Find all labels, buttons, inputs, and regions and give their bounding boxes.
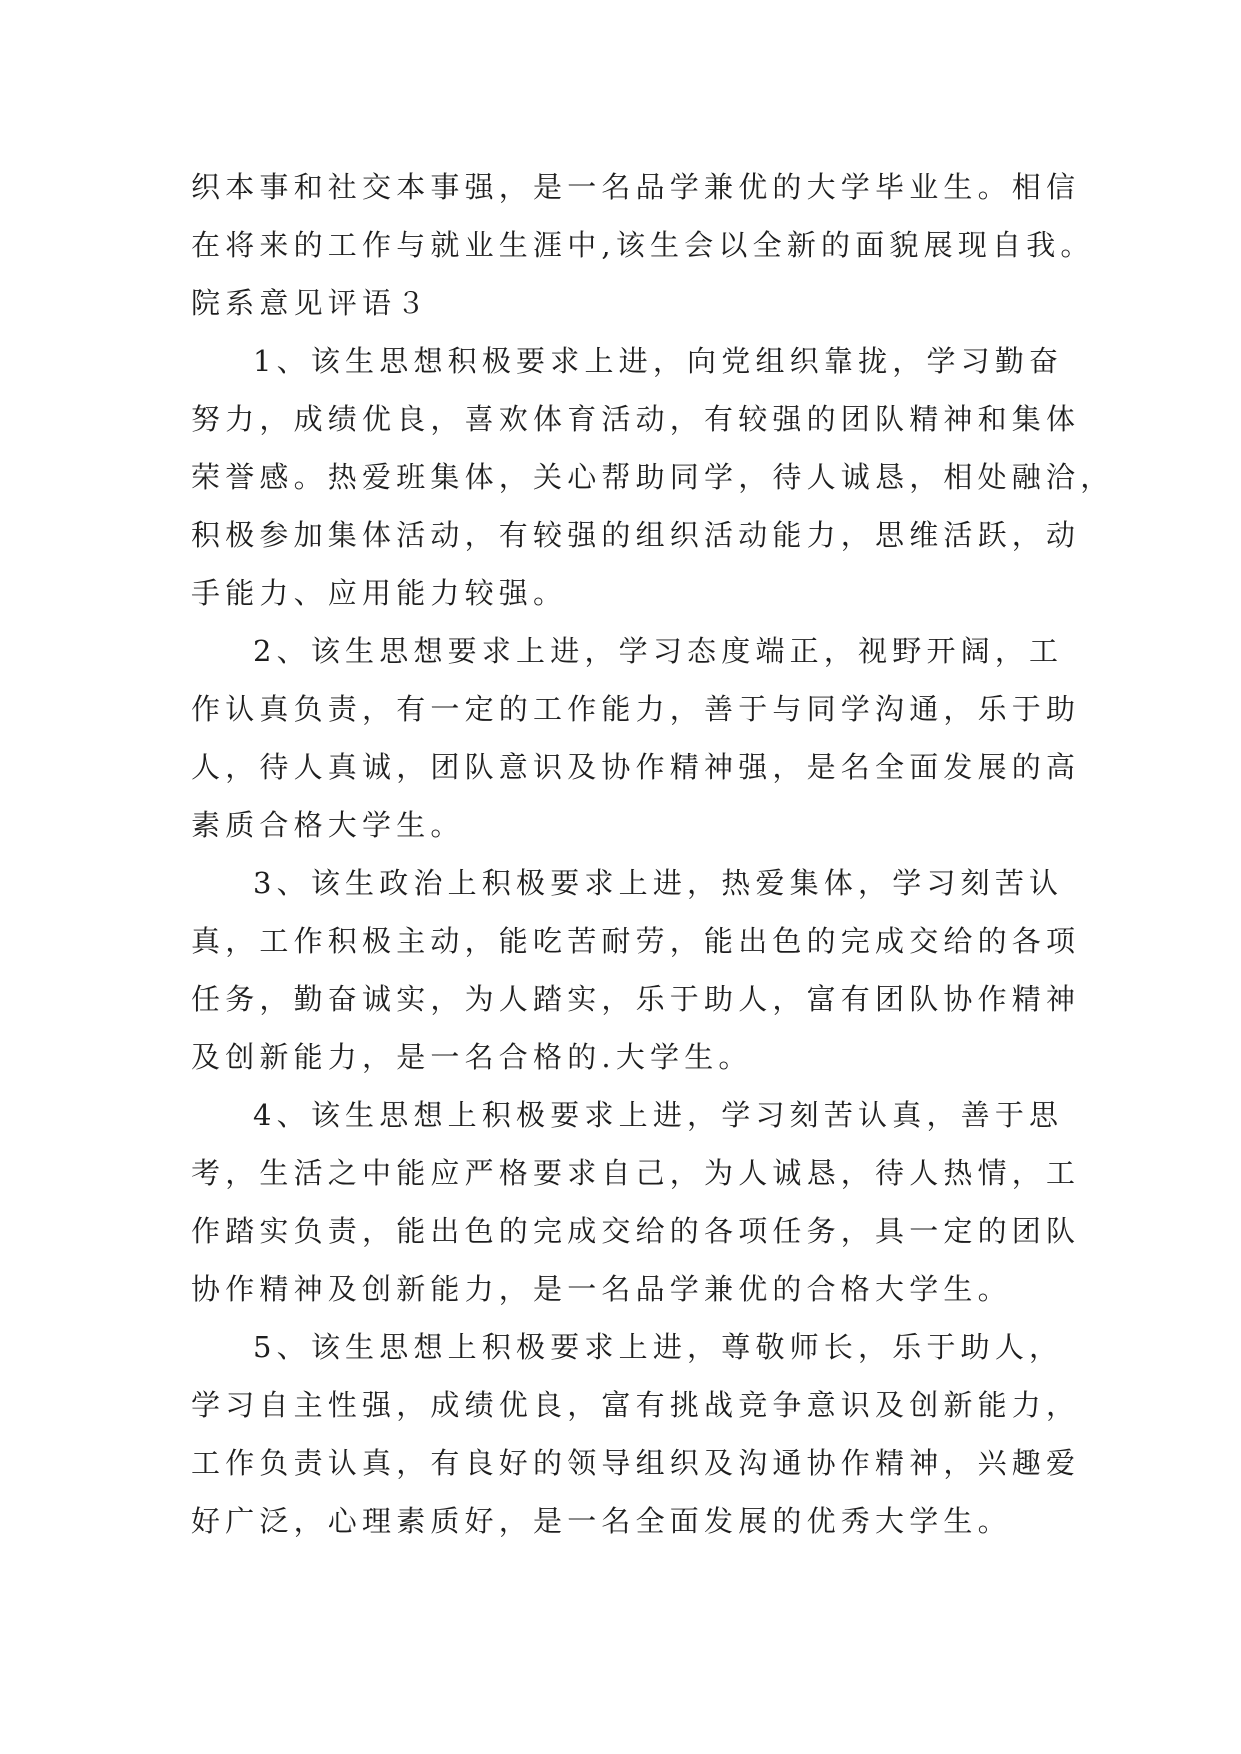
paragraph-line: 学习自主性强，成绩优良，富有挑战竞争意识及创新能力，	[191, 1388, 1081, 1422]
continuation-line: 在将来的工作与就业生涯中,该生会以全新的面貌展现自我。	[191, 228, 1095, 262]
paragraph-line: 任务，勤奋诚实，为人踏实，乐于助人，富有团队协作精神	[191, 982, 1081, 1016]
paragraph-line: 1、该生思想积极要求上进，向党组织靠拢，学习勤奋	[253, 344, 1064, 378]
paragraph-line: 素质合格大学生。	[191, 808, 465, 842]
paragraph-line: 4、该生思想上积极要求上进，学习刻苦认真，善于思	[253, 1098, 1064, 1132]
paragraph-line: 协作精神及创新能力，是一名品学兼优的合格大学生。	[191, 1272, 1012, 1306]
paragraph-line: 荣誉感。热爱班集体，关心帮助同学，待人诚恳，相处融洽，	[191, 460, 1115, 494]
paragraph-line: 考，生活之中能应严格要求自己，为人诚恳，待人热情，工	[191, 1156, 1081, 1190]
paragraph-line: 积极参加集体活动，有较强的组织活动能力，思维活跃，动	[191, 518, 1081, 552]
continuation-line: 织本事和社交本事强，是一名品学兼优的大学毕业生。相信	[191, 170, 1081, 204]
paragraph-line: 作认真负责，有一定的工作能力，善于与同学沟通，乐于助	[191, 692, 1081, 726]
paragraph-line: 人，待人真诚，团队意识及协作精神强，是名全面发展的高	[191, 750, 1081, 784]
paragraph-line: 作踏实负责，能出色的完成交给的各项任务，具一定的团队	[191, 1214, 1081, 1248]
paragraph-line: 5、该生思想上积极要求上进，尊敬师长，乐于助人，	[253, 1330, 1064, 1364]
section-title: 院系意见评语３	[191, 286, 431, 320]
paragraph-line: 真，工作积极主动，能吃苦耐劳，能出色的完成交给的各项	[191, 924, 1081, 958]
paragraph-line: 工作负责认真，有良好的领导组织及沟通协作精神，兴趣爱	[191, 1446, 1081, 1480]
paragraph-line: 好广泛，心理素质好，是一名全面发展的优秀大学生。	[191, 1504, 1012, 1538]
paragraph-line: 努力，成绩优良，喜欢体育活动，有较强的团队精神和集体	[191, 402, 1081, 436]
paragraph-line: 及创新能力，是一名合格的.大学生。	[191, 1040, 753, 1074]
paragraph-line: 2、该生思想要求上进，学习态度端正，视野开阔，工	[253, 634, 1064, 668]
paragraph-line: 3、该生政治上积极要求上进，热爱集体，学习刻苦认	[253, 866, 1064, 900]
paragraph-line: 手能力、应用能力较强。	[191, 576, 568, 610]
